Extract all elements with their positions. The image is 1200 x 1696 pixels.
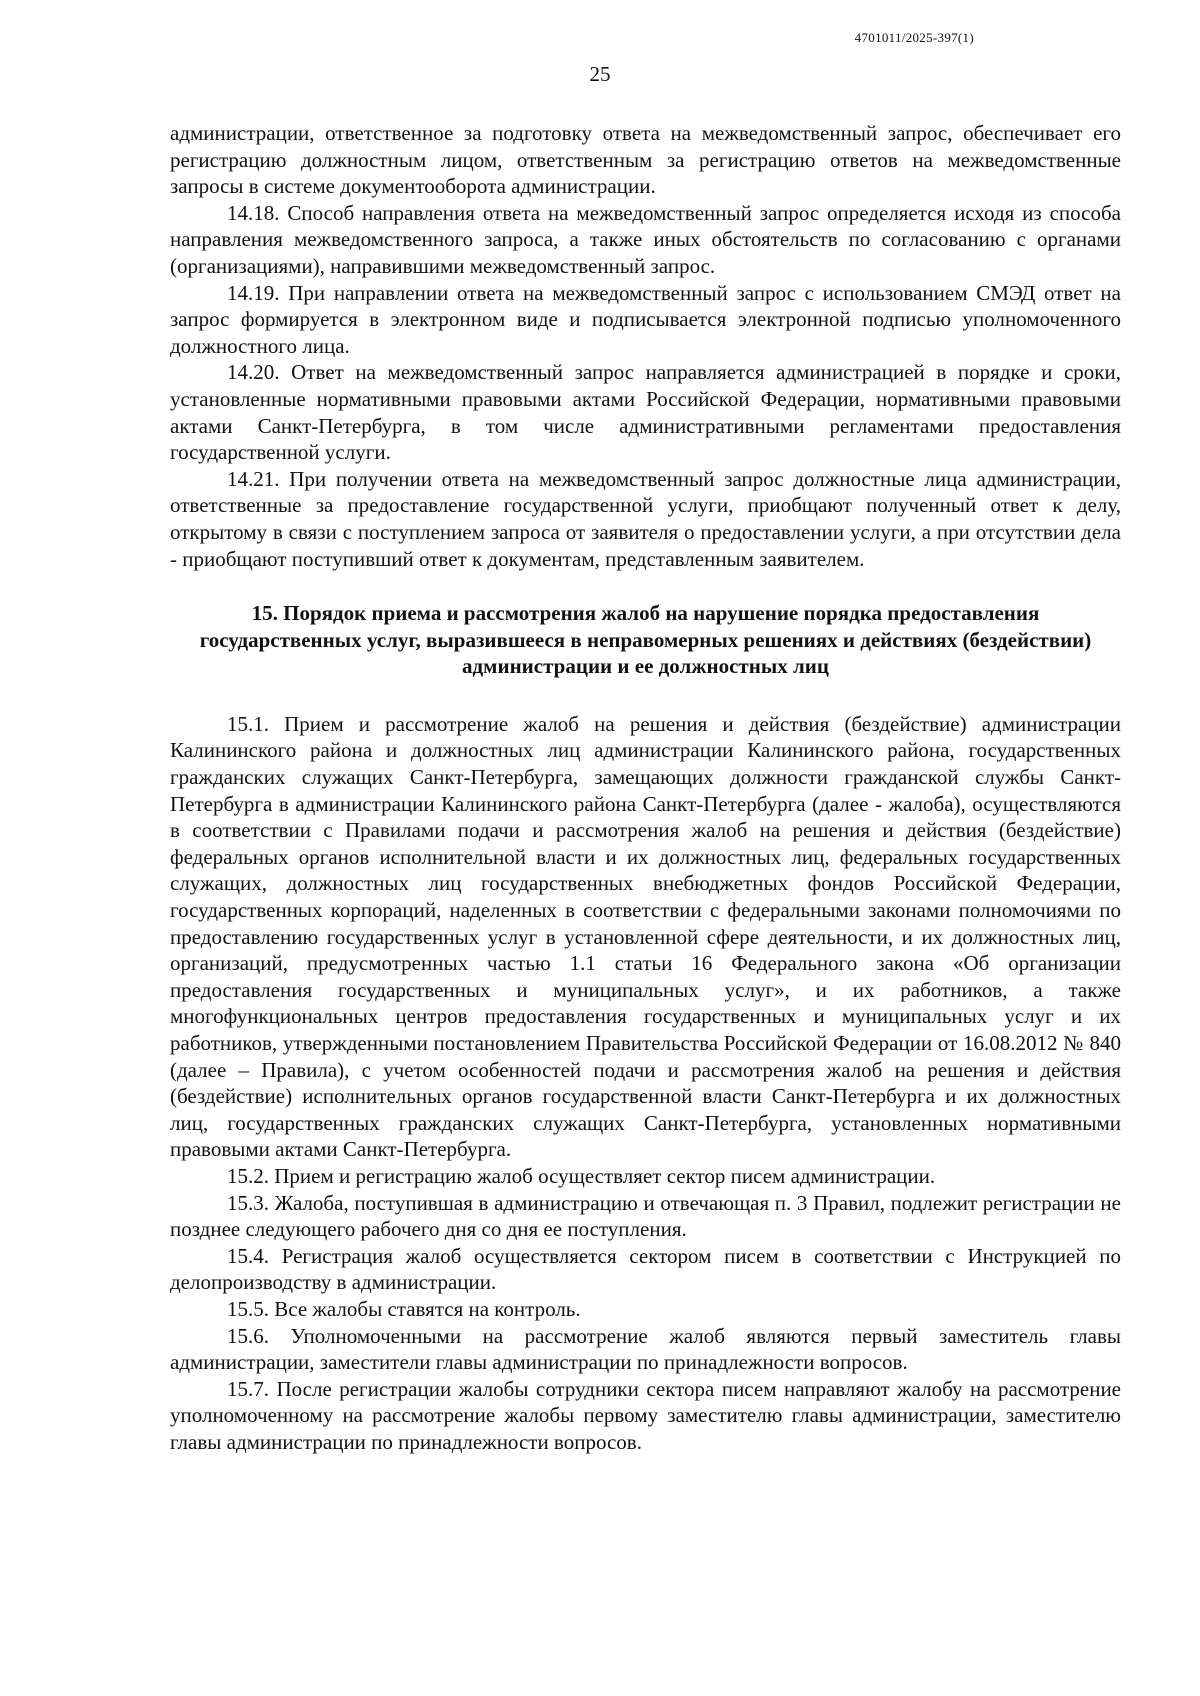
paragraph-continuation: администрации, ответственное за подготовку ответа на межведомственный запрос, обеспечивает его регистрацию должностным лицом, ответственным за регистрацию ответов на межведомственные запросы в системе документооборота администрации. [170, 121, 1121, 199]
paragraph-15-3: 15.3. Жалоба, поступившая в администрацию и отвечающая п. 3 Правил, подлежит регистрации не позднее следующего рабочего дня со дня ее поступления. [170, 1190, 1121, 1242]
paragraph-14-19: 14.19. При направлении ответа на межведомственный запрос с использованием СМЭД ответ на запрос формируется в электронном виде и подписывается электронной подписью уполномоченного должностного лица. [170, 280, 1121, 358]
paragraph-15-7: 15.7. После регистрации жалобы сотрудники сектора писем направляют жалобу на рассмотрение уполномоченному на рассмотрение жалобы первому заместителю главы администрации, заместителю главы администрации по принадлежности вопросов. [170, 1376, 1121, 1454]
paragraph-14-21: 14.21. При получении ответа на межведомственный запрос должностные лица администрации, ответственные за предоставление государственной услуги, приобщают полученный ответ к делу, открытому в связи с поступлением запроса от заявителя о предоставлении услуги, а при отсутствии дела - приобщают поступивший ответ к документам, представленным заявителем. [170, 466, 1121, 571]
section-heading: 15. Порядок приема и рассмотрения жалоб на нарушение порядка предоставления государственных услуг, выразившееся в неправомерных решениях и действиях (бездействии) администрации и ее должностных лиц [199, 601, 1092, 679]
paragraph-14-20: 14.20. Ответ на межведомственный запрос направляется администрацией в порядке и сроки, установленные нормативными правовыми актами Российской Федерации, нормативными правовыми актами Санкт-Петербурга, в том числе административными регламентами предоставления государственной услуги. [170, 360, 1121, 465]
paragraph-15-6: 15.6. Уполномоченными на рассмотрение жалоб являются первый заместитель главы администрации, заместители главы администрации по принадлежности вопросов. [170, 1323, 1121, 1375]
paragraph-15-4: 15.4. Регистрация жалоб осуществляется сектором писем в соответствии с Инструкцией по делопроизводству в администрации. [170, 1243, 1121, 1295]
paragraph-15-5: 15.5. Все жалобы ставятся на контроль. [227, 1296, 581, 1321]
paragraph-15-2: 15.2. Прием и регистрацию жалоб осуществляет сектор писем администрации. [227, 1163, 936, 1188]
paragraph-15-1: 15.1. Прием и рассмотрение жалоб на решения и действия (бездействие) администрации Калининского района и должностных лиц администрации Калининского района, государственных гражданских служащих Санкт-Петербурга, замещающих должности гражданской службы Санкт-Петербурга в администрации Калининского района Санкт-Петербурга (далее - жалоба), осуществляются в соответствии с Правилами подачи и рассмотрения жалоб на решения и действия (бездействие) федеральных органов исполнительной власти и их должностных лиц, федеральных государственных служащих, должностных лиц государственных внебюджетных фондов Российской Федерации, государственных корпораций, наделенных в соответствии с федеральными законами полномочиями по предоставлению государственных услуг в установленной сфере деятельности, и их должностных лиц, организаций, предусмотренных частью 1.1 статьи 16 Федерального закона «Об организации предоставления государственных и муниципальных услуг», и их работников, а также многофункциональных центров предоставления государственных и муниципальных услуг и их работников, утвержденными постановлением Правительства Российской Федерации от 16.08.2012 № 840 (далее – Правила), с учетом особенностей подачи и рассмотрения жалоб на решения и действия (бездействие) исполнительных органов государственной власти Санкт-Петербурга и их должностных лиц, государственных гражданских служащих Санкт-Петербурга, установленных нормативными правовыми актами Санкт-Петербурга. [170, 711, 1121, 1162]
document-body [170, 120, 1121, 1456]
paragraph-14-18: 14.18. Способ направления ответа на межведомственный запрос определяется исходя из способа направления межведомственного запроса, а также иных обстоятельств по согласованию с органами (организациями), направившими межведомственный запрос. [170, 200, 1121, 278]
document-id: 4701011/2025-397(1) [854, 30, 974, 45]
page-number: 25 [589, 62, 611, 86]
